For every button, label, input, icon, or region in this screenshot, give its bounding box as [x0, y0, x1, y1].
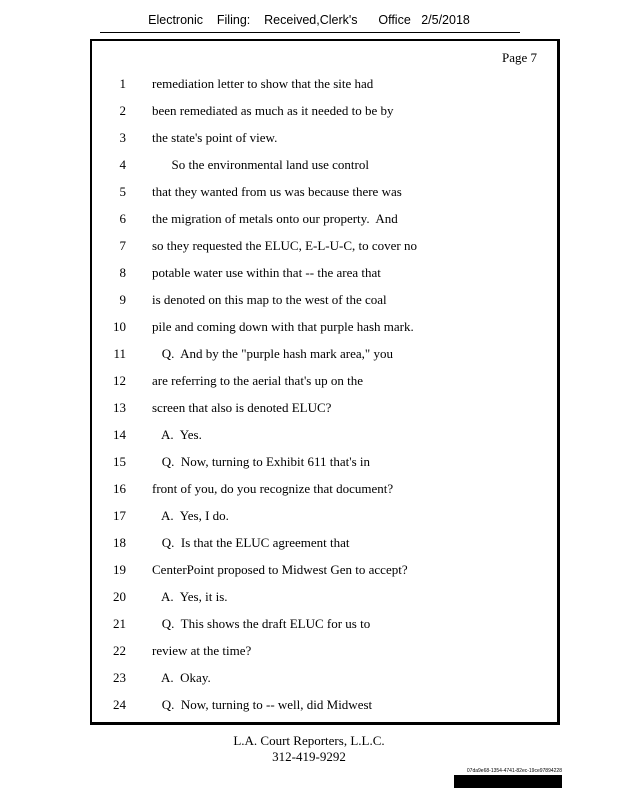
transcript-line: [92, 475, 557, 502]
transcript-lines: [92, 70, 557, 718]
line-text: remediation letter to show that the site had: [152, 76, 374, 91]
line-number: 2: [119, 103, 126, 118]
line-text: Q. And by the "purple hash mark area," you: [152, 346, 393, 361]
transcript-line: [92, 529, 557, 556]
transcript-line: [92, 394, 557, 421]
line-number: 5: [119, 184, 126, 199]
line-text: Q. Now, turning to -- well, did Midwest: [152, 697, 373, 712]
line-text: are referring to the aerial that's up on the: [152, 373, 363, 388]
transcript-line: [92, 637, 557, 664]
transcript-line: [92, 151, 557, 178]
transcript-line: [92, 448, 557, 475]
line-text: so they requested the ELUC, E-L-U-C, to cover no: [152, 238, 417, 253]
transcript-line: [92, 691, 557, 718]
stamp-underline: [100, 32, 520, 33]
transcript-line: [92, 610, 557, 637]
page-number: Page 7: [501, 50, 537, 65]
line-number: 7: [119, 238, 126, 253]
line-text: that they wanted from us was because there was: [152, 184, 402, 199]
line-number: 23: [113, 670, 126, 685]
transcript-line: [92, 583, 557, 610]
line-text: potable water use within that -- the area that: [152, 265, 381, 280]
transcript-line: [92, 259, 557, 286]
transcript-line: [92, 664, 557, 691]
line-text: been remediated as much as it needed to be by: [152, 103, 394, 118]
transcript-line: [92, 286, 557, 313]
line-text: Q. This shows the draft ELUC for us to: [152, 616, 371, 631]
line-text: the migration of metals onto our property. And: [152, 211, 398, 226]
transcript-line: [92, 124, 557, 151]
line-text: pile and coming down with that purple hash mark.: [152, 319, 414, 334]
line-text: Q. Is that the ELUC agreement that: [152, 535, 350, 550]
line-number: 19: [113, 562, 126, 577]
line-number: 20: [113, 589, 126, 604]
line-number: 6: [119, 211, 126, 226]
line-text: screen that also is denoted ELUC?: [152, 400, 332, 415]
line-number: 8: [119, 265, 126, 280]
transcript-line: [92, 70, 557, 97]
line-text: CenterPoint proposed to Midwest Gen to accept?: [152, 562, 408, 577]
line-number: 21: [113, 616, 126, 631]
barcode-bar: [454, 775, 562, 788]
line-number: 10: [113, 319, 126, 334]
line-number: 11: [113, 346, 126, 361]
transcript-line: [92, 97, 557, 124]
line-number: 4: [119, 157, 126, 172]
line-number: 9: [119, 292, 126, 307]
line-number: 15: [113, 454, 126, 469]
line-text: A. Yes, I do.: [152, 508, 229, 523]
line-number: 3: [119, 130, 126, 145]
transcript-line: [92, 421, 557, 448]
transcript-line: [92, 367, 557, 394]
line-text: review at the time?: [152, 643, 252, 658]
transcript-line: [92, 502, 557, 529]
line-text: the state's point of view.: [152, 130, 278, 145]
line-number: 18: [113, 535, 126, 550]
line-number: 24: [113, 697, 126, 712]
line-number: 22: [113, 643, 126, 658]
transcript-line: [92, 556, 557, 583]
line-text: A. Okay.: [152, 670, 211, 685]
line-text: front of you, do you recognize that document?: [152, 481, 394, 496]
transcript-page-frame: [90, 39, 560, 725]
line-text: A. Yes, it is.: [152, 589, 228, 604]
transcript-line: [92, 232, 557, 259]
line-text: is denoted on this map to the west of the coal: [152, 292, 387, 307]
court-reporter-phone: 312-419-9292: [272, 749, 346, 764]
document-id-text: 07da9e68-1354-4741-82ec-19ce97894228: [466, 768, 562, 774]
transcript-line: [92, 178, 557, 205]
line-number: 12: [113, 373, 126, 388]
transcript-line: [92, 205, 557, 232]
line-text: Q. Now, turning to Exhibit 611 that's in: [152, 454, 371, 469]
document-id-block: [454, 768, 562, 788]
line-number: 16: [113, 481, 126, 496]
line-number: 17: [113, 508, 126, 523]
court-reporter-name: L.A. Court Reporters, L.L.C.: [233, 733, 385, 748]
filing-stamp: Electronic Filing: Received,Clerk's Office 2/5/2018: [148, 13, 470, 27]
line-text: So the environmental land use control: [152, 157, 369, 172]
line-number: 14: [113, 427, 126, 442]
transcript-line: [92, 313, 557, 340]
line-text: A. Yes.: [152, 427, 202, 442]
transcript-line: [92, 340, 557, 367]
line-number: 13: [113, 400, 126, 415]
line-number: 1: [119, 76, 126, 91]
